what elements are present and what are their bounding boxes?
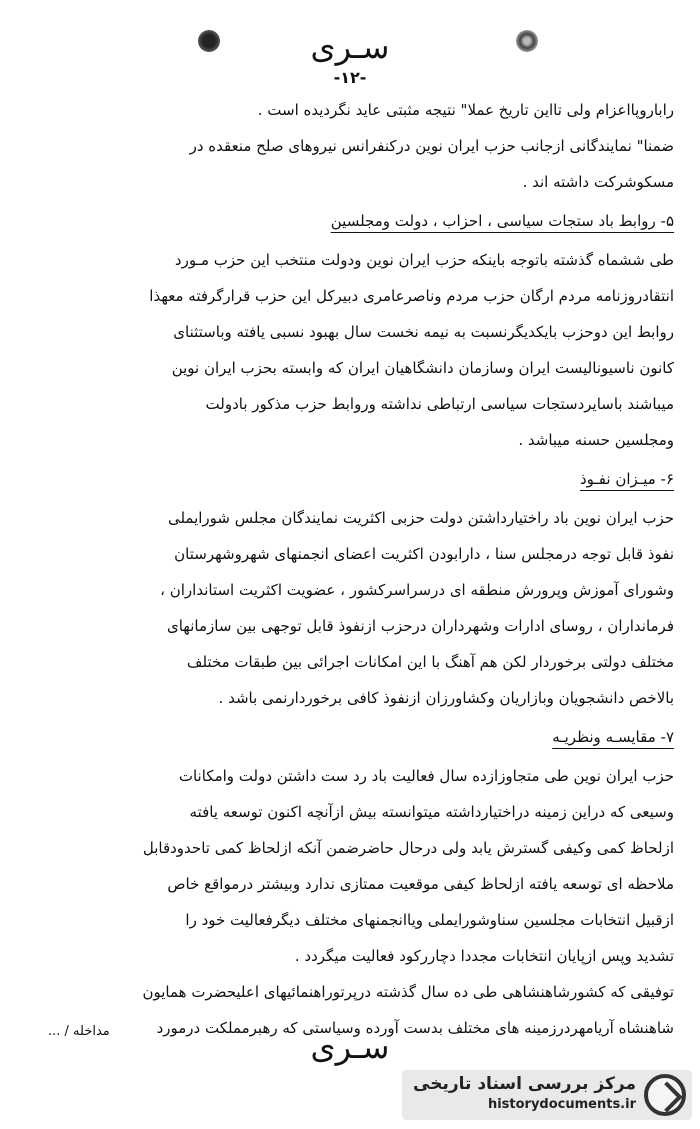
text-line: ضمنا" نمایندگانی ازجانب حزب ایران نوین درکنفرانس نیروهای صلح منعقده در [189,137,674,155]
text-line: طی ششماه گذشته باتوجه باینکه حزب ایران نوین ودولت منتخب این حزب مـورد [174,251,674,269]
text-line: روابط این دوحزب بایکدیگرنسبت به نیمه نخست سال بهبود نسبی یافته وباستثنای [173,323,674,341]
text-line: وسیعی که دراین زمینه دراختیارداشته میتوانسته بیش ازآنچه اکنون توسعه یافته [189,803,674,821]
section-heading-5: ۵- روابط باد ستجات سیاسی ، احزاب ، دولت ومجلسین [330,212,674,230]
text-line: مسکوشرکت داشته اند . [522,173,674,191]
archive-watermark [402,1070,692,1120]
continuation-note: مداخله / ... [48,1024,110,1039]
text-line: راباروپااعزام ولی تااین تاریخ عملا" نتیجه مثبتی عاید نگردیده است . [257,101,674,119]
section-heading-6: ۶- میـزان نفـوذ [579,470,674,488]
ink-stamp-mark [516,30,538,52]
text-line: بالاخص دانشجویان وبازاریان وکشاورزان ازنفوذ کافی برخوردارنمی باشد . [218,689,674,707]
text-line: توفیقی که کشورشاهنشاهی طی ده سال گذشته درپرتوراهنمائیهای اعلیحضرت همایون [142,983,674,1001]
text-line: ومجلسین حسنه میباشد . [518,431,674,449]
text-line: نفوذ قابل توجه درمجلس سنا ، دارابودن اکثریت اعضای انجمنهای شهروشهرستان [174,545,674,563]
section-heading-7: ۷- مقایسـه ونظریـه [552,728,674,746]
page-number: -۱۲- [333,68,367,87]
text-line: مختلف دولتی برخوردار لکن هم آهنگ با این امکانات اجرائی بین طبقات مختلف [186,653,674,671]
text-line: انتقادروزنامه مردم ارگان حزب مردم وناصرعامری دبیرکل این حزب قرارگرفته معهذا [149,287,674,305]
text-line: کانون ناسیونالیست ایران وسازمان دانشگاهیان ایران که وابسته بحزب ایران نوین [171,359,674,377]
archive-logo-icon [644,1074,686,1116]
text-line: ازقبیل انتخابات مجلسین سناوشورایملی ویاانجمنهای مختلف دیگرفعالیت خود را [185,911,674,929]
classification-header: سـری [310,28,390,66]
text-line: ملاحظه ای توسعه یافته ازلحاظ کیفی موقعیت ممتازی ندارد وبیشتر درمواقع خاص [167,875,674,893]
watermark-title: مرکز بررسی اسناد تاریخی [413,1074,636,1094]
text-line: میباشند باسایردستجات سیاسی ارتباطی نداشته وروابط حزب مذکور بادولت [205,395,674,413]
text-line: حزب ایران نوین باد راختیارداشتن دولت حزبی اکثریت نمایندگان مجلس شورایملی [167,509,674,527]
text-line: فرمانداران ، روسای ادارات وشهرداران درحزب ازنفوذ قابل توجهی بین سازمانهای [167,617,674,635]
text-line: شاهنشاه آریامهردرزمینه های مختلف بدست آورده وسیاستی که رهبرمملکت درمورد [156,1019,674,1037]
document-body [40,92,674,1046]
text-line: حزب ایران نوین طی متجاوزازده سال فعالیت باد رد ست داشتن دولت وامکانات [178,767,674,785]
text-line: وشورای آموزش وپرورش منطقه ای درسراسرکشور ، عضویت اکثریت استانداران ، [160,581,674,599]
classification-footer: سـری [310,1028,390,1066]
ink-stamp-mark [198,30,220,52]
watermark-url: historydocuments.ir [487,1097,636,1112]
text-line: تشدید وپس ازپایان انتخابات مجددا دچاررکود فعالیت میگردد . [294,947,674,965]
text-line: ازلحاظ کمی وکیفی گسترش یابد ولی درحال حاضرضمن آنکه ازلحاظ کمی تاحدودقابل [142,839,674,857]
